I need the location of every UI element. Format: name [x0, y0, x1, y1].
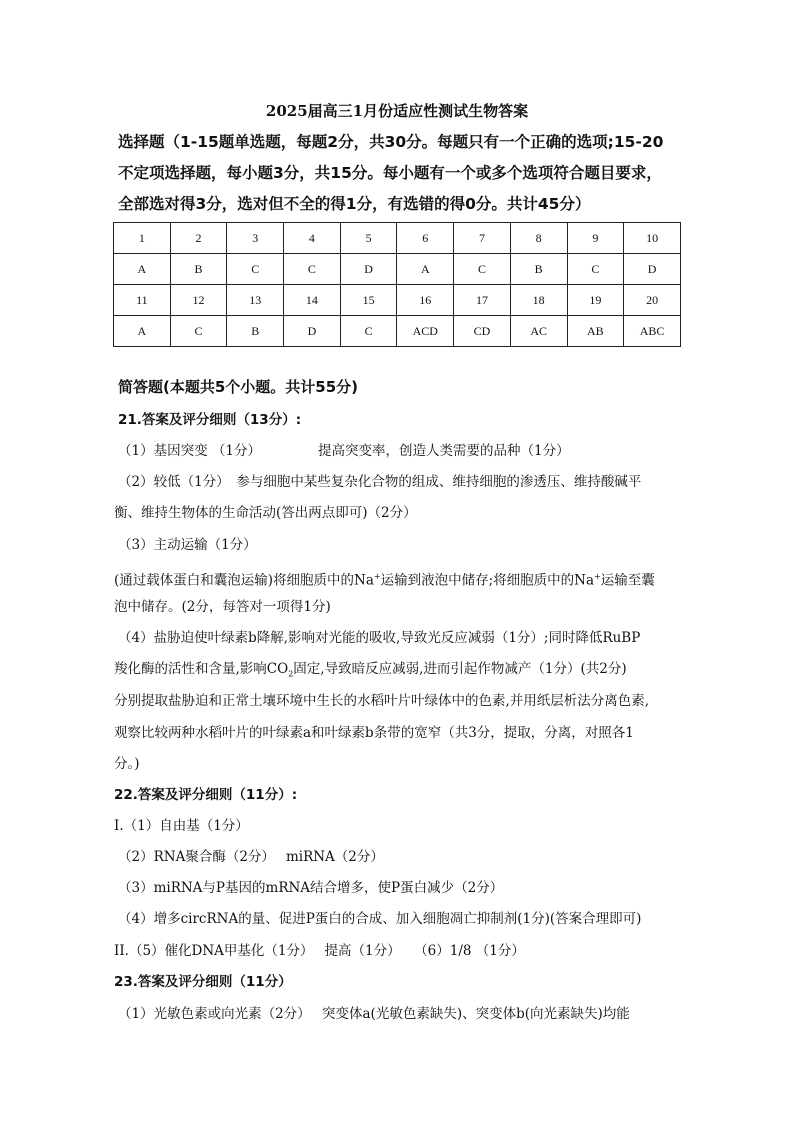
answer-cell: C	[454, 254, 511, 285]
choice-intro-line: 选择题（1-15题单选题，每题2分，共30分。每题只有一个正确的选项;15-20	[118, 133, 664, 151]
q21-line	[114, 660, 627, 684]
q23-line: （1）光敏色素或向光素（2分）	[118, 1006, 311, 1022]
question-number-cell: 10	[624, 223, 681, 254]
question-number-cell: 17	[454, 285, 511, 316]
q21-line: 提高突变率，创造人类需要的品种（1分）	[318, 443, 570, 459]
answer-row	[114, 254, 681, 285]
question-number-cell: 8	[510, 223, 567, 254]
answer-cell: A	[397, 254, 454, 285]
q22-line: I.（1）自由基（1分）	[114, 818, 249, 834]
q22-line: （4）增多circRNA的量、促进P蛋白的合成、加入细胞凋亡抑制剂(1分)(答案合理即可)	[118, 911, 642, 927]
question-number-cell: 5	[340, 223, 397, 254]
answer-cell: C	[170, 316, 227, 347]
q22-line: （3）miRNA与P基因的mRNA结合增多，使P蛋白减少（2分）	[118, 880, 504, 896]
answer-cell: AB	[567, 316, 624, 347]
text: 运输至囊	[600, 572, 655, 589]
question-number-cell: 15	[340, 285, 397, 316]
question-number-cell: 12	[170, 285, 227, 316]
choice-intro-line: 不定项选择题，每小题3分，共15分。每小题有一个或多个选项符合题目要求，	[118, 164, 662, 182]
question-number-cell: 2	[170, 223, 227, 254]
text: 羧化酶的活性和含量,影响CO	[114, 661, 289, 677]
question-number-row	[114, 223, 681, 254]
answer-row	[114, 316, 681, 347]
q21-line: 衡、维持生物体的生命活动(答出两点即可)（2分）	[114, 505, 417, 521]
q21-line: 泡中储存。(2分，每答对一项得1分)	[114, 599, 331, 615]
text: 运输到液泡中储存;将细胞质中的Na	[380, 572, 595, 589]
short-answer-heading: 简答题(本题共5个小题。共计55分)	[118, 378, 359, 396]
question-number-cell: 16	[397, 285, 454, 316]
question-number-cell: 6	[397, 223, 454, 254]
answer-cell: A	[114, 254, 171, 285]
q21-line: （3）主动运输（1分）	[118, 537, 257, 553]
question-number-cell: 14	[284, 285, 341, 316]
answer-cell: C	[340, 316, 397, 347]
q21-line: 分。)	[114, 756, 140, 772]
answer-cell: C	[567, 254, 624, 285]
text: 固定,导致暗反应减弱,进而引起作物减产（1分）(共2分)	[293, 661, 627, 677]
q21-line: （4）盐胁迫使叶绿素b降解,影响对光能的吸收,导致光反应减弱（1分）;同时降低RuBP	[118, 630, 641, 646]
answer-cell: C	[227, 254, 284, 285]
subscript: 2	[288, 669, 294, 679]
q23-heading: 23.答案及评分细则（11分）	[114, 974, 292, 990]
text: (通过载体蛋白和囊泡运输)将细胞质中的Na	[114, 572, 374, 589]
question-number-cell: 1	[114, 223, 171, 254]
q21-line	[114, 568, 655, 590]
q21-line: 观察比较两种水稻叶片的叶绿素a和叶绿素b条带的宽窄（共3分，提取，分离，对照各1	[114, 725, 634, 741]
answer-cell: B	[510, 254, 567, 285]
q21-heading: 21.答案及评分细则（13分）:	[118, 412, 302, 428]
page-title: 2025届高三1月份适应性测试生物答案	[265, 102, 529, 120]
answer-cell: ABC	[624, 316, 681, 347]
superscript: +	[594, 572, 601, 581]
answer-cell: C	[284, 254, 341, 285]
question-number-cell: 13	[227, 285, 284, 316]
q21-line: （2）较低（1分） 参与细胞中某些复杂化合物的组成、维持细胞的渗透压、维持酸碱平	[118, 474, 642, 490]
answer-table	[113, 222, 681, 347]
answer-cell: ACD	[397, 316, 454, 347]
q21-line: （1）基因突变 （1分）	[118, 443, 261, 459]
answer-cell: D	[624, 254, 681, 285]
answer-cell: D	[284, 316, 341, 347]
choice-intro-line: 全部选对得3分，选对但不全的得1分，有选错的得0分。共计45分）	[118, 195, 591, 213]
superscript: +	[373, 572, 381, 581]
q22-line: II.（5）催化DNA甲基化（1分） 提高（1分） （6）1/8 （1分）	[114, 943, 525, 959]
answer-cell: D	[340, 254, 397, 285]
answer-cell: A	[114, 316, 171, 347]
q21-line: 分别提取盐胁迫和正常土壤环境中生长的水稻叶片叶绿体中的色素,并用纸层析法分离色素,	[114, 693, 650, 709]
q23-line: 突变体a(光敏色素缺失)、突变体b(向光素缺失)均能	[322, 1006, 630, 1022]
q22-line: （2）RNA聚合酶（2分） miRNA（2分）	[118, 849, 384, 865]
question-number-cell: 18	[510, 285, 567, 316]
question-number-cell: 7	[454, 223, 511, 254]
question-number-cell: 4	[284, 223, 341, 254]
answer-cell: B	[227, 316, 284, 347]
answer-cell: B	[170, 254, 227, 285]
question-number-cell: 9	[567, 223, 624, 254]
question-number-row	[114, 285, 681, 316]
question-number-cell: 19	[567, 285, 624, 316]
answer-cell: AC	[510, 316, 567, 347]
q22-heading: 22.答案及评分细则（11分）:	[114, 787, 298, 803]
question-number-cell: 3	[227, 223, 284, 254]
question-number-cell: 20	[624, 285, 681, 316]
question-number-cell: 11	[114, 285, 171, 316]
answer-cell: CD	[454, 316, 511, 347]
